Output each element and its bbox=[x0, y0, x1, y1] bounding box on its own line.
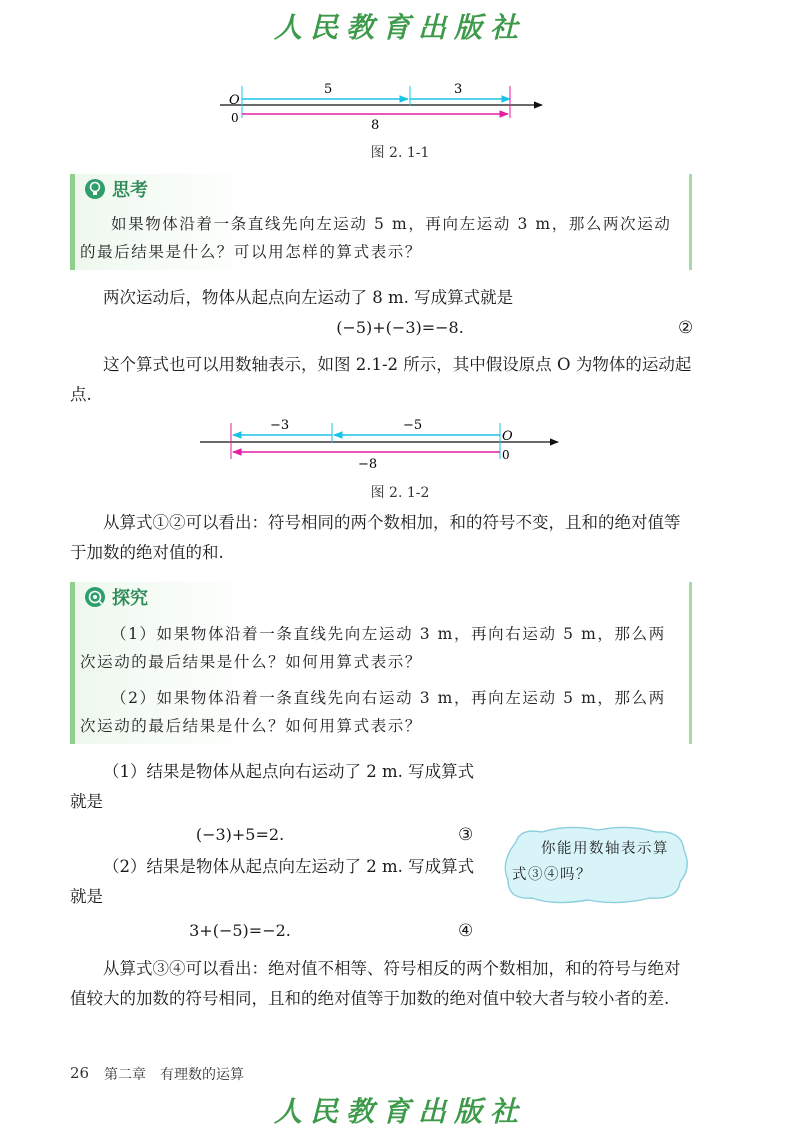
segment-label-minus-3: −3 bbox=[270, 418, 290, 433]
think-box-text: 如果物体沿着一条直线先向左运动 5 m，再向左运动 3 m，那么两次运动的最后结果是什么？可以用怎样的算式表示？ bbox=[80, 215, 672, 261]
thought-bubble bbox=[498, 822, 693, 906]
publisher-brand-header: 人民教育出版社 bbox=[273, 11, 526, 44]
segment-label-5: 5 bbox=[324, 82, 333, 97]
paragraph-4: 从算式③④可以看出：绝对值不相等、符号相反的两个数相加，和的符号与绝对值较大的加数的符号相同，且和的绝对值等于加数的绝对值中较大者与较小者的差. bbox=[70, 959, 681, 1008]
segment-label-3: 3 bbox=[454, 82, 463, 97]
figure-caption-2: 图 2. 1-2 bbox=[370, 485, 430, 501]
segment-label-minus-8: −8 bbox=[358, 457, 378, 471]
formula-3: (−3)+5=2. bbox=[195, 825, 285, 844]
publisher-brand-footer: 人民教育出版社 bbox=[273, 1095, 526, 1128]
zero-label: 0 bbox=[231, 111, 239, 125]
explore-question-1: （1）如果物体沿着一条直线先向左运动 3 m，再向右运动 5 m，那么两次运动的最后结果是什么？如何用算式表示？ bbox=[80, 625, 666, 671]
formula-4: 3+(−5)=−2. bbox=[189, 921, 291, 940]
answer-1: （1）结果是物体从起点向右运动了 2 m. 写成算式就是 bbox=[70, 762, 475, 811]
explore-box-title: 探究 bbox=[112, 588, 148, 609]
paragraph-1: 两次运动后，物体从起点向左运动了 8 m. 写成算式就是 bbox=[103, 288, 514, 307]
segment-label-minus-5: −5 bbox=[403, 418, 423, 433]
paragraph-3: 从算式①②可以看出：符号相同的两个数相加，和的符号不变，且和的绝对值等于加数的绝对值的和. bbox=[70, 513, 681, 562]
paragraph-2: 这个算式也可以用数轴表示，如图 2.1-2 所示，其中假设原点 O 为物体的运动起点. bbox=[70, 355, 692, 404]
number-line-figure-2 bbox=[200, 415, 562, 471]
zero-label: 0 bbox=[502, 448, 510, 462]
chapter-title: 第二章 有理数的运算 bbox=[104, 1067, 244, 1083]
formula-2: (−5)+(−3)=−8. bbox=[336, 318, 464, 337]
equation-number-2: ② bbox=[678, 318, 694, 338]
figure-caption-1: 图 2. 1-1 bbox=[370, 145, 430, 161]
explore-question-2: （2）如果物体沿着一条直线先向右运动 3 m，再向左运动 5 m，那么两次运动的最后结果是什么？如何用算式表示？ bbox=[80, 689, 666, 735]
number-line-figure-1 bbox=[220, 78, 550, 130]
equation-number-4: ④ bbox=[458, 921, 474, 941]
answer-2: （2）结果是物体从起点向左运动了 2 m. 写成算式就是 bbox=[70, 857, 475, 906]
explore-icon bbox=[84, 586, 106, 608]
origin-label: O bbox=[229, 93, 240, 108]
origin-label: O bbox=[502, 429, 513, 444]
equation-number-3: ③ bbox=[458, 825, 474, 845]
explore-box bbox=[70, 582, 692, 744]
lightbulb-icon bbox=[84, 178, 106, 200]
think-box-title: 思考 bbox=[112, 180, 148, 201]
page-number: 26 bbox=[70, 1064, 90, 1082]
bubble-text: 你能用数轴表示算式③④吗？ bbox=[512, 841, 669, 883]
segment-label-8: 8 bbox=[371, 118, 380, 130]
think-box bbox=[70, 174, 692, 270]
